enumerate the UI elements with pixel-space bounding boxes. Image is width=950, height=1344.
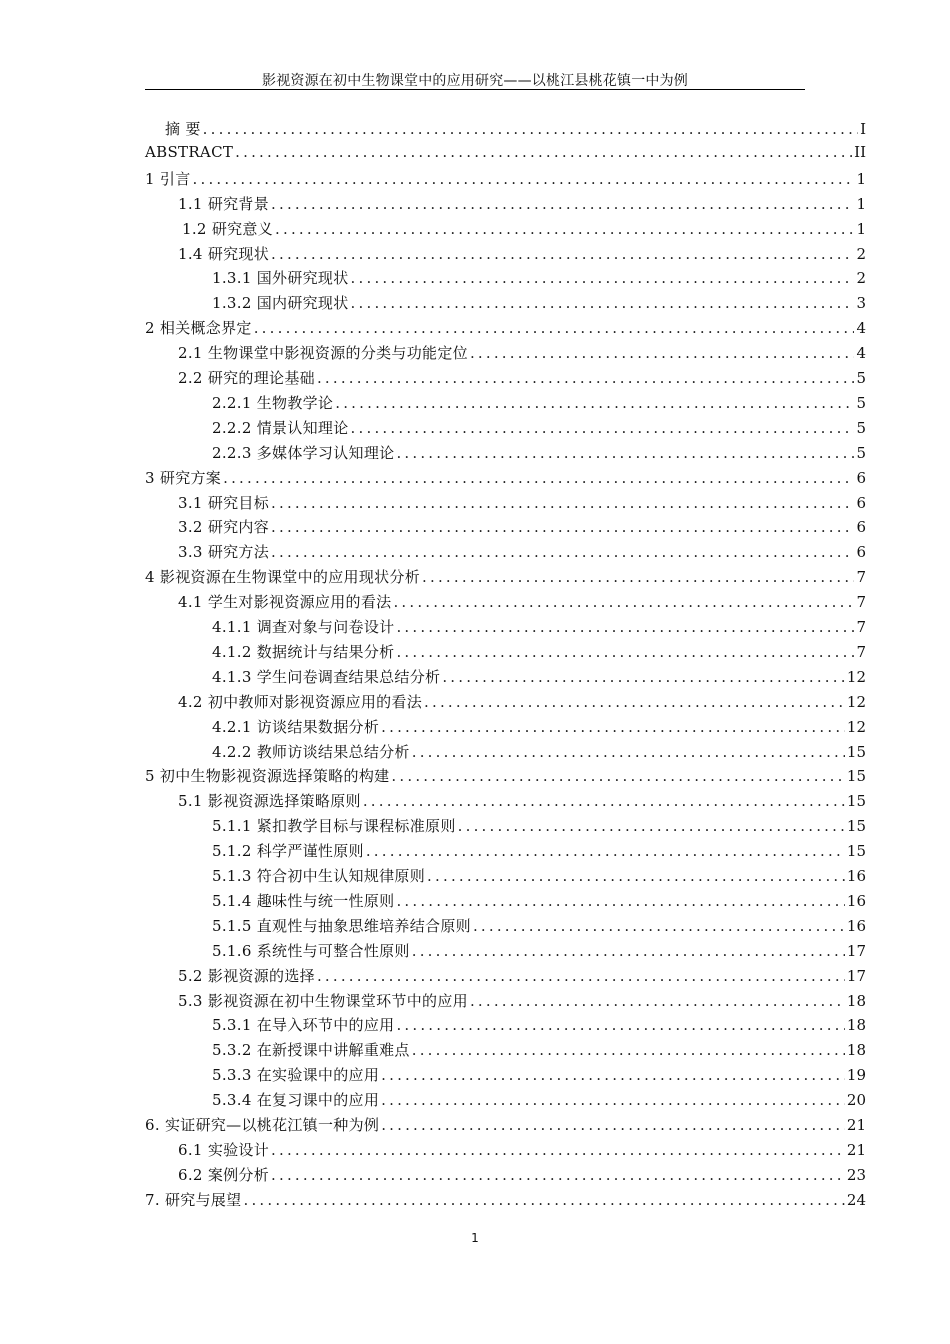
toc-entry-page: 7 (856, 593, 866, 612)
toc-entry[interactable] (178, 541, 866, 565)
toc-entry-page: 15 (846, 767, 866, 786)
toc-dot-leader (366, 842, 845, 860)
toc-entry[interactable] (212, 840, 866, 864)
toc-entry-label: 2.1 生物课堂中影视资源的分类与功能定位 (178, 344, 468, 363)
toc-entry[interactable] (178, 691, 866, 715)
toc-entry-label: 5.1.3 符合初中生认知规律原则 (212, 867, 426, 885)
toc-entry-page: 15 (846, 742, 866, 761)
toc-entry[interactable] (178, 790, 866, 814)
toc-entry-page: 17 (846, 966, 866, 985)
toc-entry-label: 5.3.1 在导入环节中的应用 (212, 1016, 395, 1035)
toc-dot-leader (381, 1066, 845, 1084)
toc-entry[interactable] (212, 1014, 866, 1038)
toc-entry-label: 5.3.2 在新授课中讲解重难点 (212, 1041, 410, 1060)
toc-entry-label: 5.3 影视资源在初中生物课堂环节中的应用 (178, 991, 468, 1010)
toc-entry-label: 5.1.2 科学严谨性原则 (212, 842, 364, 861)
toc-entry[interactable] (178, 965, 866, 989)
toc-entry[interactable] (145, 1189, 866, 1213)
toc-dot-leader (473, 917, 845, 935)
toc-entry-label: 1 引言 (145, 169, 191, 188)
toc-entry-label: 4.1 学生对影视资源应用的看法 (178, 593, 392, 612)
toc-entry[interactable] (178, 1139, 866, 1163)
toc-entry-page: 19 (846, 1066, 866, 1085)
toc-dot-leader (317, 967, 845, 985)
toc-entry-label: 2 相关概念界定 (145, 319, 252, 338)
toc-entry-label: 7. 研究与展望 (145, 1190, 242, 1209)
toc-entry-label: 5.1.4 趣味性与统一性原则 (212, 891, 395, 910)
toc-entry-page: 16 (846, 916, 866, 935)
toc-entry-label: 5.3.3 在实验课中的应用 (212, 1066, 380, 1085)
toc-dot-leader (271, 195, 854, 213)
toc-dot-leader (396, 618, 854, 636)
toc-dot-leader (470, 344, 855, 362)
toc-entry-label: 5.1.5 直观性与抽象思维培养结合原则 (212, 916, 471, 935)
toc-entry[interactable] (212, 865, 866, 889)
toc-entry[interactable] (145, 317, 866, 341)
toc-entry[interactable] (212, 1064, 866, 1088)
toc-entry[interactable] (212, 616, 866, 640)
toc-entry-label: 1.4 研究现状 (178, 244, 270, 263)
toc-entry[interactable] (178, 243, 866, 267)
toc-entry-label: 5 初中生物影视资源选择策略的构建 (145, 767, 390, 786)
toc-dot-leader (351, 294, 855, 312)
toc-entry-page: 18 (846, 991, 866, 1010)
toc-entry[interactable] (212, 392, 866, 416)
toc-entry-label: 6.2 案例分析 (178, 1165, 270, 1184)
toc-entry[interactable] (212, 890, 866, 914)
toc-entry-label: 6.1 实验设计 (178, 1140, 270, 1159)
toc-entry-label: 5.2 影视资源的选择 (178, 966, 315, 985)
toc-dot-leader (470, 992, 845, 1010)
toc-entry-label: 3 研究方案 (145, 468, 222, 487)
toc-dot-leader (391, 767, 844, 785)
toc-entry[interactable] (212, 815, 866, 839)
toc-entry-page: 18 (846, 1016, 866, 1035)
toc-dot-leader (335, 394, 854, 412)
toc-entry-page: 12 (846, 692, 866, 711)
toc-entry[interactable] (165, 118, 866, 142)
running-header: 影视资源在初中生物课堂中的应用研究——以桃江县桃花镇一中为例 (262, 73, 688, 89)
toc-entry[interactable] (145, 168, 866, 192)
toc-dot-leader (271, 518, 854, 536)
toc-entry-page: 6 (856, 518, 866, 537)
toc-entry[interactable] (212, 915, 866, 939)
toc-entry[interactable] (178, 193, 866, 217)
toc-dot-leader (412, 942, 845, 960)
toc-entry-page: 5 (856, 418, 866, 437)
toc-entry[interactable] (145, 1114, 866, 1138)
toc-entry-page: 16 (846, 891, 866, 910)
toc-entry-label: 1.2 研究意义 (182, 219, 274, 238)
toc-dot-leader (412, 743, 845, 761)
toc-entry-label: 3.1 研究目标 (178, 493, 270, 512)
toc-entry-page: II (854, 142, 866, 161)
toc-dot-leader (243, 1191, 844, 1209)
toc-entry[interactable] (212, 417, 866, 441)
toc-entry-label: 5.1.6 系统性与可整合性原则 (212, 941, 410, 960)
toc-entry-label: 5.3.4 在复习课中的应用 (212, 1091, 380, 1110)
toc-entry-label: 1.1 研究背景 (178, 194, 270, 213)
toc-dot-leader (254, 319, 855, 337)
toc-dot-leader (381, 1116, 845, 1134)
toc-dot-leader (427, 867, 845, 885)
toc-entry[interactable] (212, 741, 866, 765)
toc-entry[interactable] (212, 940, 866, 964)
toc-entry-page: 7 (856, 618, 866, 636)
toc-dot-leader (223, 469, 854, 487)
toc-entry[interactable] (145, 143, 866, 167)
toc-dot-leader (424, 693, 845, 711)
toc-entry-page: 6 (856, 468, 866, 487)
toc-dot-leader (351, 419, 855, 437)
toc-dot-leader (458, 817, 845, 835)
toc-entry-page: 7 (856, 642, 866, 661)
toc-entry-page: 12 (846, 717, 866, 736)
toc-entry-page: 7 (856, 568, 866, 587)
toc-entry-label: 4.2.2 教师访谈结果总结分析 (212, 742, 410, 761)
toc-entry[interactable] (212, 292, 866, 316)
toc-entry-label: 2.2.3 多媒体学习认知理论 (212, 443, 395, 462)
toc-entry[interactable] (212, 1039, 866, 1063)
toc-entry-page: 24 (846, 1190, 866, 1209)
toc-entry-page: 2 (856, 269, 866, 288)
toc-entry-label: 3.2 研究内容 (178, 518, 270, 537)
toc-entry[interactable] (212, 1089, 866, 1113)
toc-entry-page: 4 (856, 319, 866, 338)
toc-dot-leader (271, 543, 854, 561)
toc-entry[interactable] (145, 467, 866, 491)
toc-entry-page: 1 (856, 169, 866, 188)
toc-entry-label: 4.1.2 数据统计与结果分析 (212, 642, 395, 661)
toc-entry-page: 6 (856, 493, 866, 512)
toc-dot-leader (412, 1041, 845, 1059)
toc-dot-leader (396, 1016, 844, 1034)
toc-entry-page: 12 (846, 667, 866, 686)
toc-entry-page: 6 (856, 543, 866, 562)
toc-entry-label: 5.1.1 紧扣教学目标与课程标准原则 (212, 817, 456, 836)
toc-entry-label: 2.2.1 生物教学论 (212, 393, 334, 412)
toc-entry[interactable] (145, 566, 866, 590)
toc-entry-label: 4.2.1 访谈结果数据分析 (212, 717, 380, 736)
toc-entry-page: 21 (846, 1140, 866, 1159)
toc-dot-leader (422, 568, 854, 586)
toc-entry-page: 4 (856, 344, 866, 363)
toc-entry[interactable] (212, 641, 866, 665)
toc-dot-leader (235, 143, 852, 161)
toc-entry-page: 3 (856, 294, 866, 313)
toc-entry-page: 17 (846, 941, 866, 960)
toc-entry-page: 5 (856, 369, 866, 387)
toc-entry[interactable] (178, 516, 866, 540)
toc-dot-leader (271, 1141, 845, 1159)
toc-dot-leader (381, 718, 845, 736)
toc-dot-leader (271, 245, 854, 263)
toc-entry-label: 4 影视资源在生物课堂中的应用现状分析 (145, 568, 421, 587)
toc-entry-label: 4.2 初中教师对影视资源应用的看法 (178, 692, 423, 711)
header-rule (145, 89, 805, 90)
toc-dot-leader (317, 369, 855, 387)
toc-entry-label: 5.1 影视资源选择策略原则 (178, 792, 361, 811)
toc-entry-page: 15 (846, 817, 866, 836)
toc-dot-leader (193, 170, 855, 188)
toc-dot-leader (396, 444, 854, 462)
toc-entry-page: 15 (846, 842, 866, 861)
toc-dot-leader (275, 220, 854, 238)
toc-entry-page: 5 (856, 393, 866, 412)
toc-entry-label: 摘 要 (165, 120, 201, 138)
toc-entry[interactable] (182, 218, 866, 242)
toc-entry[interactable] (178, 342, 866, 366)
toc-entry[interactable] (178, 591, 866, 615)
toc-entry-page: 18 (846, 1041, 866, 1060)
toc-dot-leader (393, 593, 854, 611)
toc-entry[interactable] (178, 367, 866, 391)
toc-entry[interactable] (212, 666, 866, 690)
toc-dot-leader (351, 269, 855, 287)
toc-dot-leader (271, 1166, 845, 1184)
toc-entry[interactable] (178, 990, 866, 1014)
toc-entry-label: 2.2.2 情景认知理论 (212, 418, 349, 437)
toc-dot-leader (203, 120, 858, 138)
toc-entry[interactable] (178, 492, 866, 516)
toc-entry-page: 5 (856, 443, 866, 462)
toc-entry-page: 1 (856, 194, 866, 213)
toc-dot-leader (271, 494, 854, 512)
toc-entry[interactable] (212, 267, 866, 291)
toc-entry-page: 1 (856, 219, 866, 238)
toc-entry-page: I (860, 120, 866, 138)
toc-entry[interactable] (145, 765, 866, 789)
page-number: 1 (471, 1231, 479, 1245)
toc-entry-page: 23 (846, 1165, 866, 1184)
toc-entry-label: 4.1.3 学生问卷调查结果总结分析 (212, 667, 441, 686)
toc-entry-label: 3.3 研究方法 (178, 543, 270, 562)
toc-dot-leader (396, 643, 854, 661)
toc-dot-leader (363, 792, 845, 810)
toc-dot-leader (381, 1091, 845, 1109)
toc-entry[interactable] (178, 1164, 866, 1188)
toc-dot-leader (396, 892, 844, 910)
toc-dot-leader (442, 668, 845, 686)
toc-entry-page: 2 (856, 244, 866, 263)
toc-entry-label: 4.1.1 调查对象与问卷设计 (212, 618, 395, 636)
toc-entry-label: 1.3.2 国内研究现状 (212, 294, 349, 313)
toc-entry-page: 21 (846, 1116, 866, 1134)
toc-entry-page: 16 (846, 867, 866, 885)
toc-entry-label: 6. 实证研究—以桃花江镇一种为例 (145, 1116, 380, 1134)
toc-entry-label: 2.2 研究的理论基础 (178, 369, 315, 387)
toc-entry-page: 20 (846, 1091, 866, 1110)
toc-entry-page: 15 (846, 792, 866, 811)
toc-entry[interactable] (212, 442, 866, 466)
toc-entry[interactable] (212, 716, 866, 740)
toc-entry-label: 1.3.1 国外研究现状 (212, 269, 349, 288)
toc-entry-label: ABSTRACT (145, 142, 234, 161)
